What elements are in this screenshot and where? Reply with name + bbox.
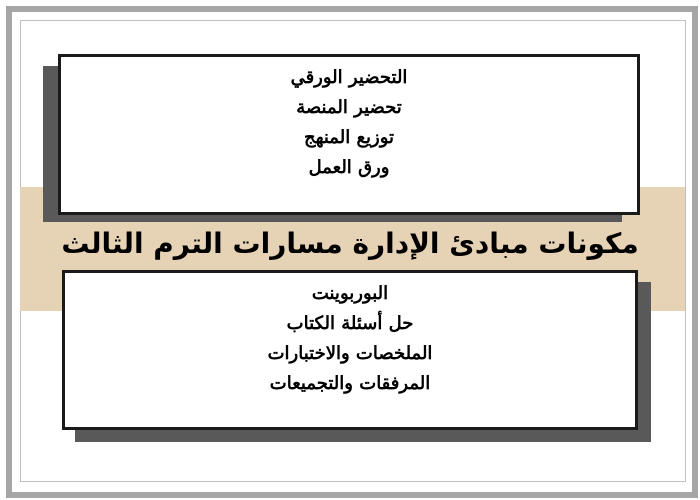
top-box [58,54,640,215]
bottom-box [62,270,638,430]
bottom-box-item: الملخصات والاختبارات [267,343,433,364]
bottom-box-item: البوربوينت [311,283,389,304]
page-title: مكونات مبادئ الإدارة مسارات الترم الثالث [61,226,639,260]
top-box-item: تحضير المنصة [296,97,402,118]
bottom-box-item: حل أسئلة الكتاب [286,313,414,334]
bottom-box-list [65,279,635,399]
top-box-item: توزيع المنهج [303,127,395,148]
top-box-list [61,63,637,183]
bottom-box-item: المرفقات والتجميعات [269,373,431,394]
top-box-item: ورق العمل [308,157,390,178]
top-box-item: التحضير الورقي [290,67,408,88]
